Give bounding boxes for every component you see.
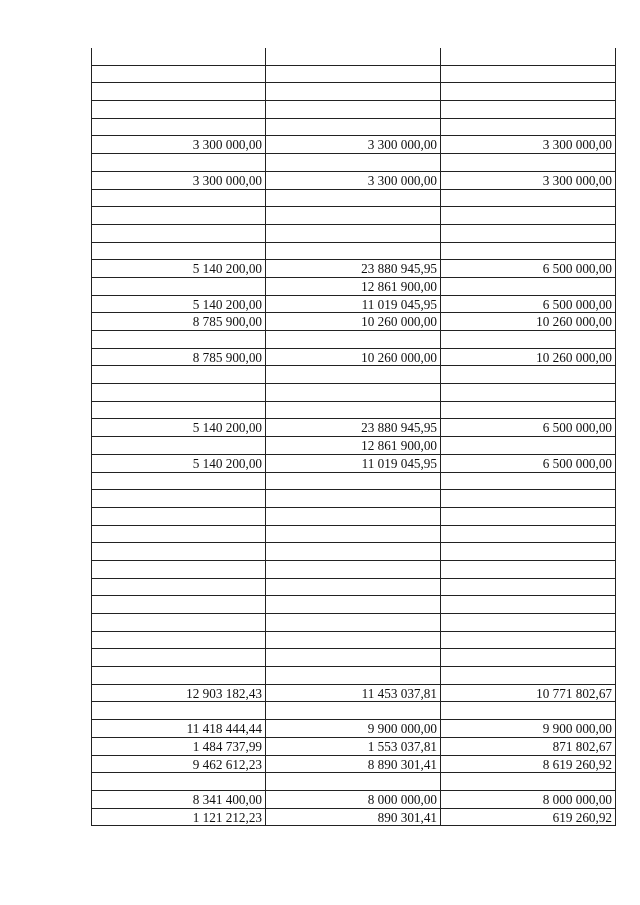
table-cell: [441, 596, 616, 613]
table-cell: [441, 207, 616, 224]
table-row: [91, 366, 616, 384]
table-row: [91, 296, 616, 314]
table-cell: 23 880 945,95: [266, 260, 441, 277]
table-row: [91, 473, 616, 491]
table-row: [91, 384, 616, 402]
table-cell: [441, 83, 616, 100]
table-row: [91, 136, 616, 154]
table-cell: [91, 225, 266, 242]
table-cell: 3 300 000,00: [266, 136, 441, 153]
table-row: [91, 331, 616, 349]
table-row: [91, 402, 616, 420]
table-cell: [266, 473, 441, 490]
table-cell: 8 890 301,41: [266, 756, 441, 773]
table-cell: [266, 243, 441, 260]
table-cell: [266, 508, 441, 525]
table-cell: [266, 596, 441, 613]
table-cell: [441, 154, 616, 171]
table-cell: [266, 119, 441, 136]
table-cell: [266, 526, 441, 543]
table-cell: [91, 83, 266, 100]
table-row: [91, 526, 616, 544]
table-row: [91, 490, 616, 508]
table-cell: [91, 243, 266, 260]
table-cell: [91, 508, 266, 525]
table-row: [91, 702, 616, 720]
table-cell: [441, 490, 616, 507]
table-cell: 5 140 200,00: [91, 296, 266, 313]
table-cell: 6 500 000,00: [441, 419, 616, 436]
table-row: [91, 83, 616, 101]
table-cell: [441, 561, 616, 578]
table-row: [91, 667, 616, 685]
table-cell: 10 260 000,00: [266, 313, 441, 330]
table-cell: [441, 119, 616, 136]
table-cell: [441, 402, 616, 419]
table-row: [91, 190, 616, 208]
table-row: [91, 48, 616, 66]
table-cell: 1 484 737,99: [91, 738, 266, 755]
table-row: [91, 685, 616, 703]
table-cell: [91, 596, 266, 613]
table-row: [91, 349, 616, 367]
table-cell: [91, 119, 266, 136]
table-cell: [91, 154, 266, 171]
table-cell: [91, 66, 266, 83]
table-cell: [441, 190, 616, 207]
table-cell: [441, 702, 616, 719]
table-cell: 9 462 612,23: [91, 756, 266, 773]
table-cell: 6 500 000,00: [441, 296, 616, 313]
table-cell: [266, 579, 441, 596]
table-cell: [441, 101, 616, 118]
table-cell: [266, 614, 441, 631]
table-cell: [91, 543, 266, 560]
table-cell: [266, 207, 441, 224]
table-row: [91, 243, 616, 261]
table-cell: [91, 667, 266, 684]
table-cell: 1 121 212,23: [91, 809, 266, 826]
table-cell: [441, 667, 616, 684]
table-cell: [91, 561, 266, 578]
table-cell: 23 880 945,95: [266, 419, 441, 436]
table-cell: 8 785 900,00: [91, 349, 266, 366]
table-cell: [441, 278, 616, 295]
table-row: [91, 172, 616, 190]
table-cell: [266, 154, 441, 171]
table-cell: [266, 632, 441, 649]
table-cell: [266, 66, 441, 83]
table-cell: [266, 101, 441, 118]
table-row: [91, 596, 616, 614]
table-cell: 1 553 037,81: [266, 738, 441, 755]
table-cell: [441, 614, 616, 631]
table-cell: [441, 526, 616, 543]
table-cell: [266, 667, 441, 684]
table-cell: [266, 543, 441, 560]
table-cell: 12 861 900,00: [266, 437, 441, 454]
table-cell: [91, 402, 266, 419]
table-cell: 11 019 045,95: [266, 455, 441, 472]
table-cell: 6 500 000,00: [441, 260, 616, 277]
table-cell: [441, 579, 616, 596]
table-row: [91, 419, 616, 437]
table-cell: 871 802,67: [441, 738, 616, 755]
table-cell: 8 341 400,00: [91, 791, 266, 808]
table-row: [91, 437, 616, 455]
table-cell: 3 300 000,00: [441, 172, 616, 189]
table-cell: 12 861 900,00: [266, 278, 441, 295]
table-cell: [91, 614, 266, 631]
table-cell: [441, 437, 616, 454]
table-cell: 10 771 802,67: [441, 685, 616, 702]
table-cell: 3 300 000,00: [441, 136, 616, 153]
table-row: [91, 225, 616, 243]
table-row: [91, 278, 616, 296]
table-cell: [266, 402, 441, 419]
table-cell: [441, 473, 616, 490]
table-cell: [266, 83, 441, 100]
table-row: [91, 119, 616, 137]
table-cell: [441, 649, 616, 666]
table-cell: 619 260,92: [441, 809, 616, 826]
table-cell: [91, 278, 266, 295]
table-cell: [91, 48, 266, 65]
table-row: [91, 773, 616, 791]
table-row: [91, 313, 616, 331]
table-cell: [91, 101, 266, 118]
table-cell: 6 500 000,00: [441, 455, 616, 472]
table-cell: [91, 190, 266, 207]
table-cell: [441, 66, 616, 83]
table-cell: 10 260 000,00: [266, 349, 441, 366]
table-cell: [91, 437, 266, 454]
table-row: [91, 579, 616, 597]
table-cell: [441, 632, 616, 649]
table-cell: [91, 331, 266, 348]
table-cell: [441, 48, 616, 65]
table-cell: [266, 773, 441, 790]
table-cell: [266, 366, 441, 383]
table-cell: [441, 543, 616, 560]
table-row: [91, 154, 616, 172]
table-cell: [266, 48, 441, 65]
table-cell: [266, 702, 441, 719]
table-cell: 10 260 000,00: [441, 313, 616, 330]
table-cell: [91, 632, 266, 649]
table-cell: [91, 526, 266, 543]
table-cell: 5 140 200,00: [91, 455, 266, 472]
table-row: [91, 756, 616, 774]
table-row: [91, 614, 616, 632]
table-cell: 9 900 000,00: [266, 720, 441, 737]
table-cell: [441, 508, 616, 525]
table-cell: [91, 579, 266, 596]
table-cell: [91, 207, 266, 224]
table-cell: [266, 490, 441, 507]
table-cell: 3 300 000,00: [266, 172, 441, 189]
table-cell: 890 301,41: [266, 809, 441, 826]
table-cell: [441, 331, 616, 348]
table-cell: 3 300 000,00: [91, 136, 266, 153]
table-cell: 9 900 000,00: [441, 720, 616, 737]
table-row: [91, 791, 616, 809]
table-cell: 5 140 200,00: [91, 260, 266, 277]
table-cell: [441, 243, 616, 260]
table-cell: [91, 773, 266, 790]
table-row: [91, 455, 616, 473]
table-cell: [266, 225, 441, 242]
table-cell: 8 785 900,00: [91, 313, 266, 330]
table-cell: [441, 384, 616, 401]
table-cell: [91, 366, 266, 383]
table-row: [91, 508, 616, 526]
table-row: [91, 543, 616, 561]
table-cell: [266, 649, 441, 666]
table-cell: 3 300 000,00: [91, 172, 266, 189]
table-cell: [266, 384, 441, 401]
table-cell: 11 453 037,81: [266, 685, 441, 702]
table-row: [91, 260, 616, 278]
table-cell: 5 140 200,00: [91, 419, 266, 436]
table-row: [91, 561, 616, 579]
table-cell: [91, 649, 266, 666]
table-cell: 10 260 000,00: [441, 349, 616, 366]
table-cell: 8 619 260,92: [441, 756, 616, 773]
table-cell: [441, 225, 616, 242]
table-cell: [441, 773, 616, 790]
table-cell: [266, 190, 441, 207]
budget-table: [91, 48, 616, 826]
table-row: [91, 649, 616, 667]
table-row: [91, 207, 616, 225]
table-cell: 8 000 000,00: [266, 791, 441, 808]
table-cell: [91, 473, 266, 490]
table-row: [91, 632, 616, 650]
table-row: [91, 720, 616, 738]
table-cell: 11 019 045,95: [266, 296, 441, 313]
table-cell: [91, 702, 266, 719]
table-cell: 11 418 444,44: [91, 720, 266, 737]
table-row: [91, 66, 616, 84]
table-cell: 12 903 182,43: [91, 685, 266, 702]
table-row: [91, 809, 616, 827]
table-cell: [91, 490, 266, 507]
table-cell: [91, 384, 266, 401]
table-row: [91, 101, 616, 119]
table-cell: [266, 561, 441, 578]
table-cell: [441, 366, 616, 383]
table-cell: [266, 331, 441, 348]
table-row: [91, 738, 616, 756]
table-cell: 8 000 000,00: [441, 791, 616, 808]
